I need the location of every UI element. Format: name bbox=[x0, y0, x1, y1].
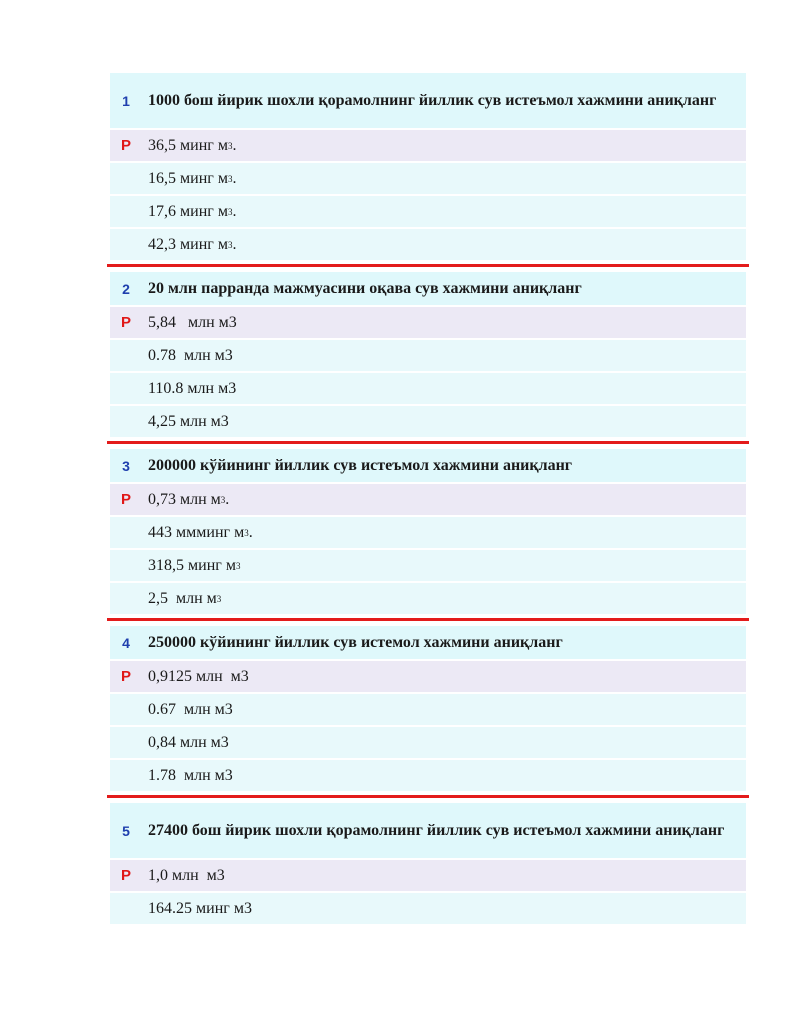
answer-option[interactable] bbox=[110, 550, 746, 581]
answer-text bbox=[142, 760, 746, 791]
answer-marker bbox=[110, 727, 142, 758]
answer-suffix: . bbox=[225, 490, 230, 508]
answer-value: 164.25 минг м3 bbox=[148, 899, 252, 917]
question-number: 3 bbox=[110, 449, 142, 482]
answer-marker bbox=[110, 406, 142, 437]
answer-option-correct[interactable] bbox=[110, 860, 746, 891]
quiz-list bbox=[110, 73, 746, 926]
answer-marker bbox=[110, 583, 142, 614]
answer-value: 0.67 млн м3 bbox=[148, 700, 233, 718]
question-number: 4 bbox=[110, 626, 142, 659]
answer-text bbox=[142, 727, 746, 758]
question-text: 200000 кўйининг йиллик сув истеъмол хажмини аниқланг bbox=[142, 449, 746, 482]
answer-value: 17,6 минг м bbox=[148, 202, 228, 220]
answer-text: 42,3 минг м 3 . bbox=[142, 229, 746, 260]
answer-marker bbox=[110, 760, 142, 791]
answer-value: 0,9125 млн м3 bbox=[148, 667, 249, 685]
answer-option-correct[interactable] bbox=[110, 307, 746, 338]
answer-value: 36,5 минг м bbox=[148, 136, 228, 154]
answer-marker: Р bbox=[110, 661, 142, 692]
answer-option[interactable] bbox=[110, 760, 746, 791]
answer-marker bbox=[110, 229, 142, 260]
answer-value: 16,5 минг м bbox=[148, 169, 228, 187]
answer-text: 443 ммминг м 3 . bbox=[142, 517, 746, 548]
answer-option[interactable] bbox=[110, 517, 746, 548]
question-row bbox=[110, 272, 746, 305]
answer-marker bbox=[110, 340, 142, 371]
answer-text bbox=[142, 661, 746, 692]
answer-value: 0.78 млн м3 bbox=[148, 346, 233, 364]
question-block bbox=[110, 272, 746, 437]
answer-text: 2,5 млн м 3 bbox=[142, 583, 746, 614]
question-text: 1000 бош йирик шохли қорамолнинг йиллик сув истеъмол хажмини аниқланг bbox=[142, 73, 746, 128]
question-separator bbox=[107, 795, 749, 798]
question-row bbox=[110, 803, 746, 858]
answer-text: 0,73 млн м 3 . bbox=[142, 484, 746, 515]
answer-marker bbox=[110, 517, 142, 548]
answer-text bbox=[142, 373, 746, 404]
question-separator bbox=[107, 618, 749, 621]
question-text: 20 млн парранда мажмуасини оқава сув хажмини аниқланг bbox=[142, 272, 746, 305]
answer-marker bbox=[110, 550, 142, 581]
answer-suffix: . bbox=[232, 136, 237, 154]
answer-marker bbox=[110, 196, 142, 227]
answer-value: 0,84 млн м3 bbox=[148, 733, 229, 751]
question-row bbox=[110, 626, 746, 659]
answer-suffix: . bbox=[232, 235, 237, 253]
answer-option[interactable] bbox=[110, 373, 746, 404]
answer-value: 0,73 млн м bbox=[148, 490, 221, 508]
question-text: 27400 бош йирик шохли қорамолнинг йиллик сув истеъмол хажмини аниқланг bbox=[142, 803, 746, 858]
answer-value: 5,84 млн м3 bbox=[148, 313, 237, 331]
answer-text: 16,5 минг м 3 . bbox=[142, 163, 746, 194]
question-block bbox=[110, 449, 746, 614]
answer-text bbox=[142, 406, 746, 437]
answer-marker: Р bbox=[110, 860, 142, 891]
answer-text: 318,5 минг м 3 bbox=[142, 550, 746, 581]
answer-text bbox=[142, 694, 746, 725]
question-block bbox=[110, 73, 746, 260]
answer-option[interactable] bbox=[110, 163, 746, 194]
question-number: 2 bbox=[110, 272, 142, 305]
answer-marker: Р bbox=[110, 307, 142, 338]
answer-suffix: . bbox=[248, 523, 253, 541]
answer-option[interactable] bbox=[110, 229, 746, 260]
answer-marker: Р bbox=[110, 130, 142, 161]
answer-text bbox=[142, 340, 746, 371]
answer-option[interactable] bbox=[110, 196, 746, 227]
answer-text bbox=[142, 307, 746, 338]
answer-marker bbox=[110, 163, 142, 194]
answer-value: 1,0 млн м3 bbox=[148, 866, 225, 884]
answer-value: 42,3 минг м bbox=[148, 235, 228, 253]
question-text: 250000 кўйининг йиллик сув истемол хажмини аниқланг bbox=[142, 626, 746, 659]
answer-option[interactable] bbox=[110, 340, 746, 371]
answer-option-correct[interactable] bbox=[110, 130, 746, 161]
answer-text: 17,6 минг м 3 . bbox=[142, 196, 746, 227]
answer-option[interactable] bbox=[110, 583, 746, 614]
question-block bbox=[110, 803, 746, 924]
question-row bbox=[110, 449, 746, 482]
answer-value: 318,5 минг м bbox=[148, 556, 236, 574]
answer-value: 1.78 млн м3 bbox=[148, 766, 233, 784]
answer-option-correct[interactable] bbox=[110, 484, 746, 515]
answer-value: 4,25 млн м3 bbox=[148, 412, 229, 430]
answer-suffix: . bbox=[232, 202, 237, 220]
answer-suffix: . bbox=[232, 169, 237, 187]
answer-value: 2,5 млн м bbox=[148, 589, 217, 607]
answer-marker: Р bbox=[110, 484, 142, 515]
answer-text bbox=[142, 893, 746, 924]
answer-marker bbox=[110, 893, 142, 924]
answer-option[interactable] bbox=[110, 893, 746, 924]
answer-marker bbox=[110, 694, 142, 725]
question-row bbox=[110, 73, 746, 128]
answer-text bbox=[142, 860, 746, 891]
answer-option-correct[interactable] bbox=[110, 661, 746, 692]
question-number: 5 bbox=[110, 803, 142, 858]
answer-value: 110.8 млн м3 bbox=[148, 379, 237, 397]
answer-option[interactable] bbox=[110, 694, 746, 725]
question-separator bbox=[107, 441, 749, 444]
question-separator bbox=[107, 264, 749, 267]
question-block bbox=[110, 626, 746, 791]
answer-option[interactable] bbox=[110, 727, 746, 758]
question-number: 1 bbox=[110, 73, 142, 128]
answer-text: 36,5 минг м 3 . bbox=[142, 130, 746, 161]
answer-marker bbox=[110, 373, 142, 404]
answer-option[interactable] bbox=[110, 406, 746, 437]
answer-value: 443 ммминг м bbox=[148, 523, 245, 541]
